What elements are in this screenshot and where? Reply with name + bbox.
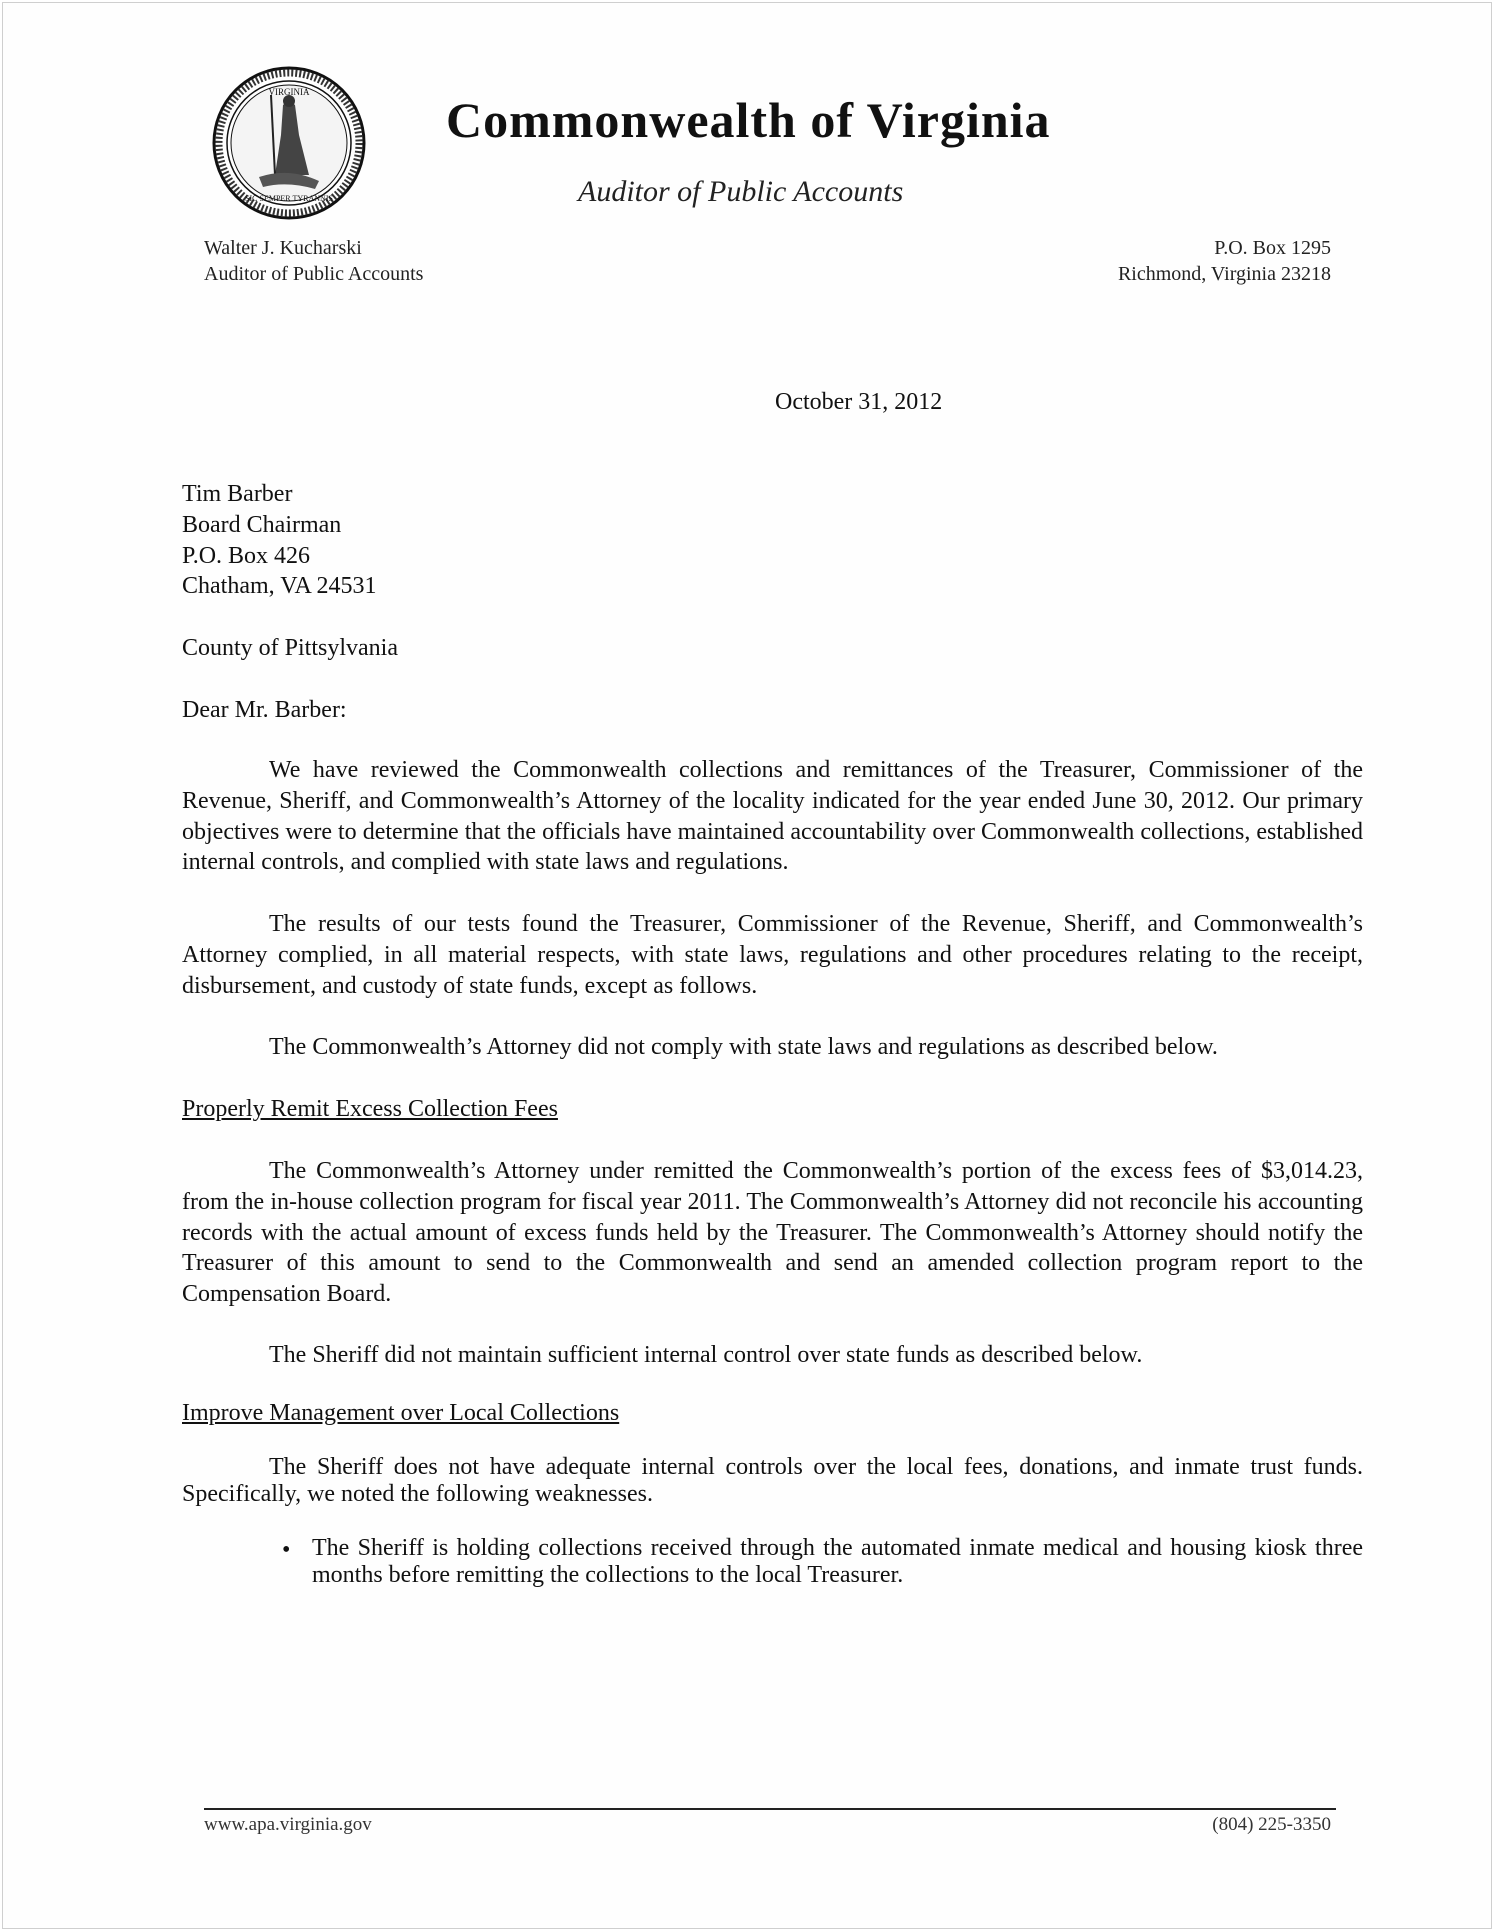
heading-excess-fees: Properly Remit Excess Collection Fees [182,1096,558,1122]
recipient-city: Chatham, VA 24531 [182,573,377,600]
letter-date: October 31, 2012 [775,389,943,415]
svg-text:SIC SEMPER TYRANNIS: SIC SEMPER TYRANNIS [245,194,333,203]
virginia-seal-logo [211,65,367,221]
paragraph-5: The Sheriff did not maintain sufficient internal control over state funds as described below. [269,1342,1143,1368]
office-address [1118,235,1331,287]
paragraph-2: The results of our tests found the Treasurer, Commissioner of the Revenue, Sheriff, and Commonwealth’s Attorney complied, in all material respects, with state laws, regulations and other procedures relating to the receipt, disbursement, and custody of state funds, except as follows. [182,911,1363,999]
auditor-name: Walter J. Kucharski [204,237,362,259]
heading-local-collections: Improve Management over Local Collections [182,1400,620,1426]
letterhead-subtitle: Auditor of Public Accounts [578,175,904,208]
recipient-title: Board Chairman [182,511,342,538]
po-box: P.O. Box 1295 [1214,237,1331,259]
footer-divider [204,1808,1336,1810]
letter-page [2,2,1492,1929]
footer-phone: (804) 225-3350 [1212,1814,1331,1835]
auditor-address [204,235,423,287]
paragraph-6: The Sheriff does not have adequate internal controls over the local fees, donations, and inmate trust funds. Specifically, we noted the following weaknesses. [182,1454,1363,1507]
bullet-icon: • [282,1537,291,1563]
paragraph-3: The Commonwealth’s Attorney did not comply with state laws and regulations as described below. [269,1034,1218,1060]
recipient-name: Tim Barber [182,481,293,507]
locality: County of Pittsylvania [182,635,398,661]
salutation: Dear Mr. Barber: [182,697,347,723]
letterhead-title: Commonwealth of Virginia [446,92,1051,148]
recipient-po-box: P.O. Box 426 [182,542,311,569]
svg-text:VIRGINIA: VIRGINIA [268,87,310,97]
paragraph-4: The Commonwealth’s Attorney under remitted the Commonwealth’s portion of the excess fees of $3,014.23, from the in-house collection program for fiscal year 2011. The Commonwealth’s Attorney did not reconcile his accounting records with the actual amount of excess funds held by the Treasurer. The Commonwealth’s Attorney should notify the Treasurer of this amount to send to the Commonwealth and send an amended collection program report to the Compensation Board. [182,1158,1363,1308]
auditor-title: Auditor of Public Accounts [204,263,424,285]
city-state-zip: Richmond, Virginia 23218 [1117,263,1331,285]
recipient-address [182,479,1363,602]
footer-website: www.apa.virginia.gov [204,1814,372,1835]
bullet-text: The Sheriff is holding collections received through the automated inmate medical and housing kiosk three months before remitting the collections to the local Treasurer. [312,1535,1363,1588]
paragraph-1: We have reviewed the Commonwealth collections and remittances of the Treasurer, Commissioner of the Revenue, Sheriff, and Commonwealth’s Attorney of the locality indicated for the year ended June 30, 2012. Our primary objectives were to determine that the officials have maintained accountability over Commonwealth collections, established internal controls, and complied with state laws and regulations. [182,757,1363,876]
bullet-item [282,1535,1363,1589]
